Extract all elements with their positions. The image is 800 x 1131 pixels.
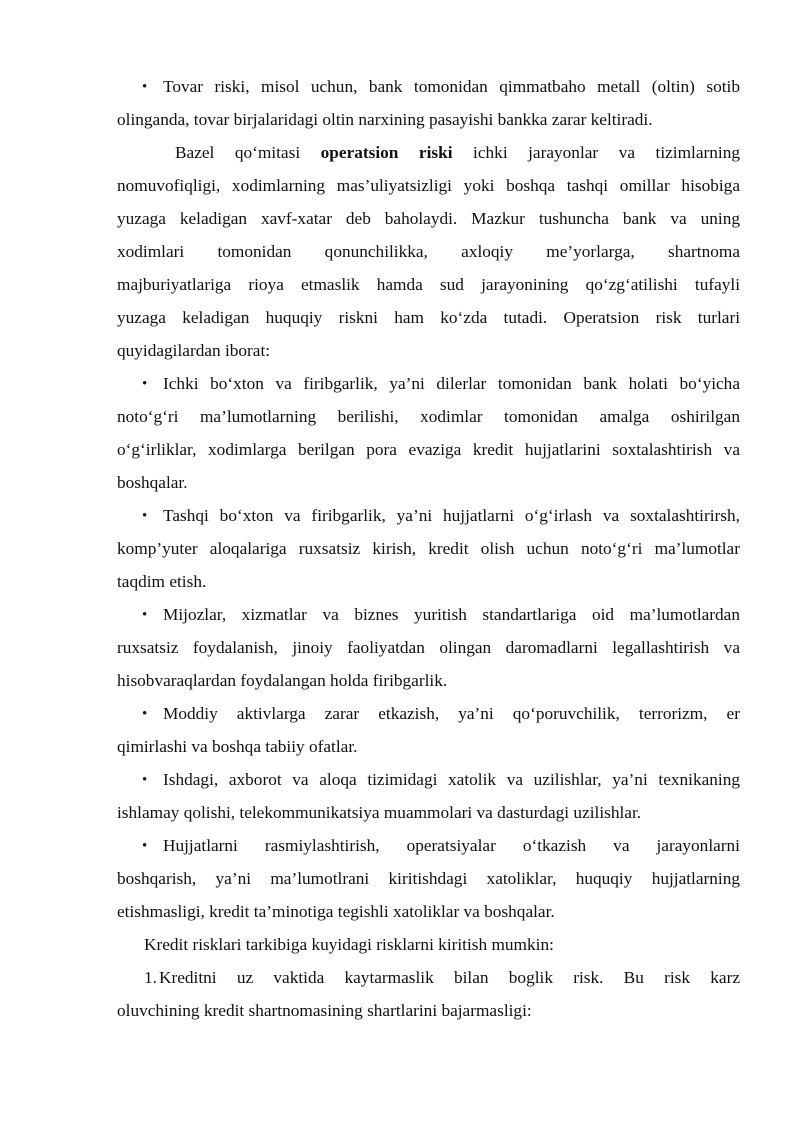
text-line: Tashqi bo‘xton va firibgarlik, ya’ni hujjatlarni o‘g‘irlash va soxtalashtirirsh, [163, 506, 740, 525]
text-line: quyidagilardan iborat: [117, 341, 271, 360]
text-line: hisobvaraqlardan foydalangan holda firibgarlik. [117, 671, 448, 690]
bullet-marker: • [142, 376, 148, 392]
text-line: Kreditni uz vaktida kaytarmaslik bilan boglik risk. Bu risk karz [159, 968, 740, 987]
bullet-marker: • [142, 706, 148, 722]
text-line: noto‘g‘ri ma’lumotlarning berilishi, xodimlar tomonidan amalga oshirilgan [117, 407, 740, 426]
text-line: komp’yuter aloqalariga ruxsatsiz kirish, kredit olish uchun noto‘g‘ri ma’lumotlar [117, 539, 740, 558]
bullet-marker: • [142, 772, 148, 788]
text-line: olinganda, tovar birjalaridagi oltin narxining pasayishi bankka zarar keltiradi. [117, 110, 653, 129]
text-line: ishlamay qolishi, telekommunikatsiya muammolari va dasturdagi uzilishlar. [117, 803, 642, 822]
bullet-marker: • [142, 79, 148, 95]
text-line: Hujjatlarni rasmiylashtirish, operatsiyalar o‘tkazish va jarayonlarni [163, 836, 740, 855]
bullet-marker: • [142, 607, 148, 623]
text-line: boshqalar. [117, 473, 188, 492]
text-line: majburiyatlariga rioya etmaslik hamda sud jarayonining qo‘zg‘atilishi tufayli [117, 275, 740, 294]
text-line: Mijozlar, xizmatlar va biznes yuritish standartlariga oid ma’lumotlardan [163, 605, 740, 624]
text-line: taqdim etish. [117, 572, 207, 591]
text-line: ruxsatsiz foydalanish, jinoiy faoliyatdan olingan daromadlarni legallashtirish va [117, 638, 740, 657]
text-span: Bazel qo‘mitasi [175, 143, 321, 162]
bullet-marker: • [142, 508, 148, 524]
text-line: yuzaga keladigan huquqiy riskni ham ko‘zda tutadi. Operatsion risk turlari [117, 308, 740, 327]
text-span: ichki jarayonlar va tizimlarning [452, 143, 740, 162]
text-line: boshqarish, ya’ni ma’lumotlrani kiritishdagi xatoliklar, huquqiy hujjatlarning [117, 869, 740, 888]
text-line: o‘g‘irliklar, xodimlarga berilgan pora evaziga kredit hujjatlarini soxtalashtirish va [117, 440, 740, 459]
bullet-marker: • [142, 838, 148, 854]
text-line: yuzaga keladigan xavf-xatar deb baholaydi. Mazkur tushuncha bank va uning [117, 209, 740, 228]
text-line: nomuvofiqligi, xodimlarning mas’uliyatsizligi yoki boshqa tashqi omillar hisobiga [117, 176, 740, 195]
text-line: Tovar riski, misol uchun, bank tomonidan qimmatbaho metall (oltin) sotib [163, 77, 740, 96]
text-line: Kredit risklari tarkibiga kuyidagi risklarni kiritish mumkin: [144, 935, 554, 954]
bold-term: operatsion riski [320, 143, 453, 162]
text-line: Ichki bo‘xton va firibgarlik, ya’ni dilerlar tomonidan bank holati bo‘yicha [163, 374, 740, 393]
text-line: oluvchining kredit shartnomasining shartlarini bajarmasligi: [117, 1001, 532, 1020]
text-line: Moddiy aktivlarga zarar etkazish, ya’ni qo‘poruvchilik, terrorizm, er [163, 704, 740, 723]
text-line: etishmasligi, kredit ta’minotiga tegishli xatoliklar va boshqalar. [117, 902, 555, 921]
text-line: qimirlashi va boshqa tabiiy ofatlar. [117, 737, 358, 756]
paragraph-first-line [117, 142, 740, 164]
text-line: Ishdagi, axborot va aloqa tizimidagi xatolik va uzilishlar, ya’ni texnikaning [163, 770, 740, 789]
text-line: xodimlari tomonidan qonunchilikka, axloqiy me’yorlarga, shartnoma [117, 242, 740, 261]
list-number: 1. [144, 968, 157, 987]
